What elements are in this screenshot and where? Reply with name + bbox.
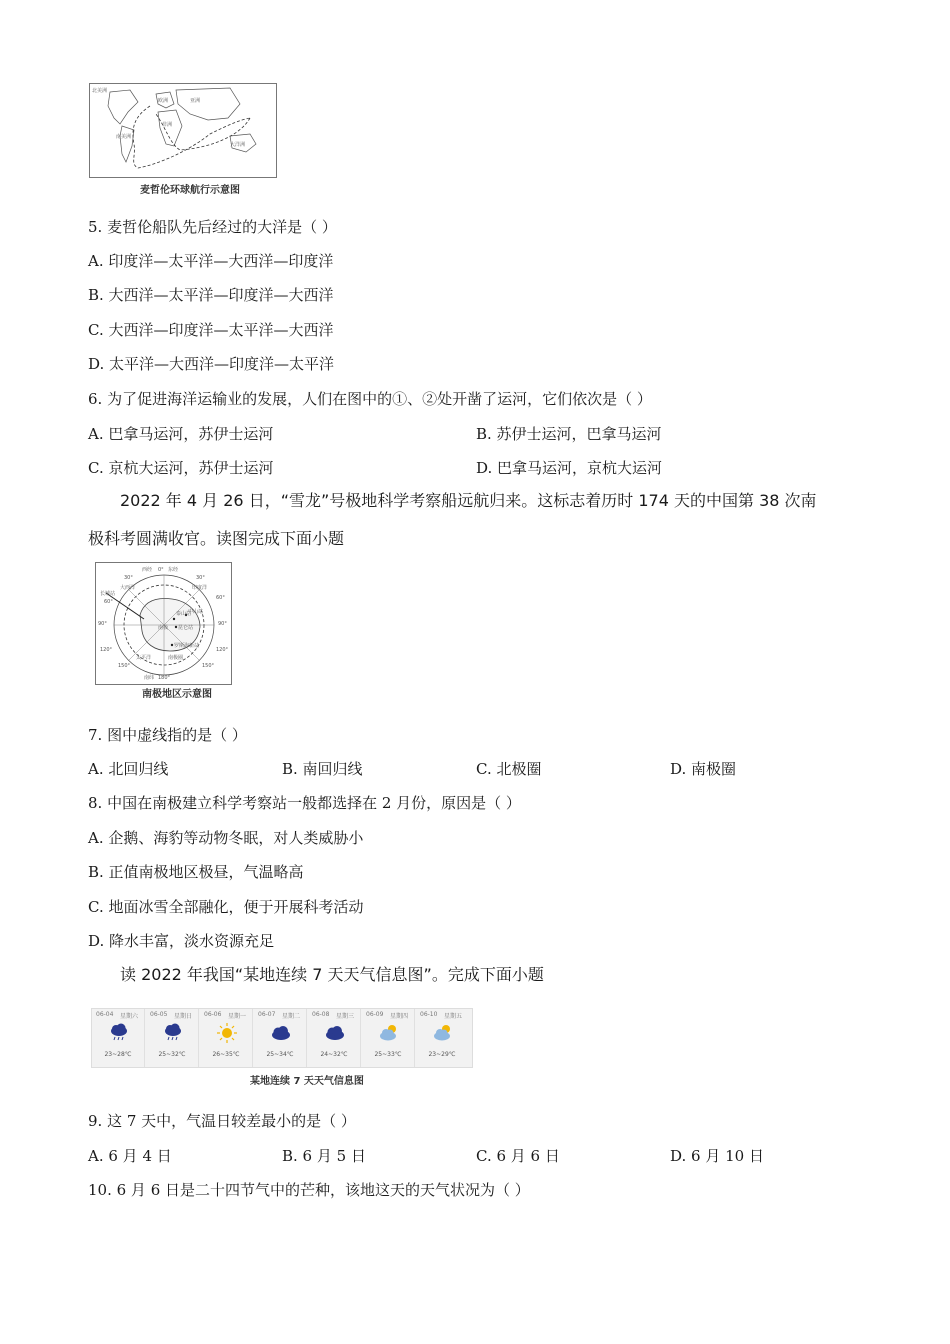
svg-text:南极圈: 南极圈 bbox=[168, 655, 184, 661]
svg-text:长城站: 长城站 bbox=[100, 591, 116, 597]
svg-text:大西洋: 大西洋 bbox=[120, 585, 136, 591]
svg-text:90°: 90° bbox=[98, 621, 107, 627]
svg-text:30°: 30° bbox=[196, 575, 205, 581]
q6-option-b[interactable]: B. 苏伊士运河，巴拿马运河 bbox=[476, 425, 662, 443]
weather-day-date: 06-04 bbox=[96, 1011, 114, 1018]
weather-day-cell bbox=[254, 1009, 307, 1067]
weather-day-temp: 24~32℃ bbox=[320, 1051, 348, 1058]
q6-option-c[interactable]: C. 京杭大运河，苏伊士运河 bbox=[88, 459, 274, 477]
svg-text:南极: 南极 bbox=[158, 625, 169, 631]
magellan-map-svg bbox=[90, 84, 276, 177]
q9-option-c[interactable]: C. 6 月 6 日 bbox=[476, 1147, 560, 1165]
weather-day-cell bbox=[200, 1009, 253, 1067]
svg-text:大洋洲: 大洋洲 bbox=[230, 142, 246, 148]
svg-text:南美洲: 南美洲 bbox=[116, 134, 132, 140]
q8-option-d[interactable]: D. 降水丰富，淡水资源充足 bbox=[88, 932, 275, 950]
q9-option-d[interactable]: D. 6 月 10 日 bbox=[670, 1147, 764, 1165]
weather-day-date: 06-10 bbox=[420, 1011, 438, 1018]
q9-option-a[interactable]: A. 6 月 4 日 bbox=[88, 1147, 172, 1165]
q9-stem: 9. 这 7 天中，气温日较差最小的是（ ） bbox=[88, 1112, 356, 1130]
magellan-map-caption: 麦哲伦环球航行示意图 bbox=[140, 185, 240, 196]
q8-option-a[interactable]: A. 企鹅、海豹等动物冬眠，对人类威胁小 bbox=[88, 829, 364, 847]
weather-day-cell bbox=[416, 1009, 468, 1067]
q8-stem: 8. 中国在南极建立科学考察站一般都选择在 2 月份，原因是（ ） bbox=[88, 794, 521, 812]
intro-antarctic-line1: 2022 年 4 月 26 日，“雪龙”号极地科学考察船远航归来。这标志着历时 174 天的中国第 38 次南 bbox=[120, 491, 817, 510]
rain-cloud-icon bbox=[108, 1022, 130, 1044]
cloud-icon bbox=[270, 1022, 292, 1044]
svg-text:泰山站: 泰山站 bbox=[176, 611, 192, 617]
svg-text:60°: 60° bbox=[216, 595, 225, 601]
weather-day-week: 星期三 bbox=[336, 1013, 355, 1020]
weather-day-cell bbox=[362, 1009, 415, 1067]
weather-day-cell bbox=[92, 1009, 145, 1067]
q8-option-b[interactable]: B. 正值南极地区极昼，气温略高 bbox=[88, 863, 304, 881]
weather-day-week: 星期一 bbox=[228, 1013, 247, 1020]
q9-option-b[interactable]: B. 6 月 5 日 bbox=[282, 1147, 366, 1165]
q6-option-d[interactable]: D. 巴拿马运河，京杭大运河 bbox=[476, 459, 663, 477]
svg-text:180°: 180° bbox=[158, 675, 171, 681]
weather-day-temp: 25~32℃ bbox=[158, 1051, 186, 1058]
weather-day-date: 06-06 bbox=[204, 1011, 222, 1018]
weather-strip-caption: 某地连续 7 天天气信息图 bbox=[250, 1076, 364, 1087]
intro-antarctic-line2: 极科考圆满收官。读图完成下面小题 bbox=[88, 529, 345, 548]
antarctic-map-caption: 南极地区示意图 bbox=[142, 689, 212, 700]
weather-day-temp: 25~34℃ bbox=[266, 1051, 294, 1058]
q5-stem: 5. 麦哲伦船队先后经过的大洋是（ ） bbox=[88, 218, 337, 236]
weather-day-temp: 25~33℃ bbox=[374, 1051, 402, 1058]
svg-text:30°: 30° bbox=[124, 575, 133, 581]
svg-text:南纬: 南纬 bbox=[144, 675, 155, 681]
svg-text:90°: 90° bbox=[218, 621, 227, 627]
svg-text:60°: 60° bbox=[104, 599, 113, 605]
partly-cloudy-icon bbox=[378, 1022, 400, 1044]
rain-cloud-icon bbox=[162, 1022, 184, 1044]
q7-option-a[interactable]: A. 北回归线 bbox=[88, 760, 169, 778]
q6-option-a[interactable]: A. 巴拿马运河，苏伊士运河 bbox=[88, 425, 274, 443]
sun-icon bbox=[216, 1022, 238, 1044]
q7-option-d[interactable]: D. 南极圈 bbox=[670, 760, 737, 778]
weather-day-week: 星期六 bbox=[120, 1013, 139, 1020]
svg-text:太平洋: 太平洋 bbox=[136, 655, 152, 661]
weather-day-date: 06-05 bbox=[150, 1011, 168, 1018]
cloud-icon bbox=[324, 1022, 346, 1044]
magellan-map-figure bbox=[89, 83, 277, 178]
svg-text:150°: 150° bbox=[202, 663, 215, 669]
intro-weather: 读 2022 年我国“某地连续 7 天天气信息图”。完成下面小题 bbox=[120, 965, 544, 984]
weather-day-cell bbox=[146, 1009, 199, 1067]
q7-option-b[interactable]: B. 南回归线 bbox=[282, 760, 363, 778]
weather-day-temp: 23~29℃ bbox=[428, 1051, 456, 1058]
svg-text:150°: 150° bbox=[118, 663, 131, 669]
weather-day-week: 星期四 bbox=[390, 1013, 409, 1020]
antarctic-map-figure bbox=[95, 562, 232, 685]
svg-text:昆仑站: 昆仑站 bbox=[178, 625, 194, 631]
svg-text:北美洲: 北美洲 bbox=[92, 88, 108, 94]
weather-strip-figure bbox=[91, 1008, 473, 1068]
svg-text:120°: 120° bbox=[216, 647, 229, 653]
svg-text:亚洲: 亚洲 bbox=[190, 98, 201, 104]
svg-text:印度洋: 印度洋 bbox=[192, 585, 208, 591]
q8-option-c[interactable]: C. 地面冰雪全部融化，便于开展科考活动 bbox=[88, 898, 364, 916]
svg-text:欧洲: 欧洲 bbox=[158, 98, 169, 104]
weather-day-week: 星期二 bbox=[282, 1013, 301, 1020]
q6-stem: 6. 为了促进海洋运输业的发展，人们在图中的①、②处开凿了运河，它们依次是（ ） bbox=[88, 390, 652, 408]
q7-stem: 7. 图中虚线指的是（ ） bbox=[88, 726, 247, 744]
svg-text:120°: 120° bbox=[100, 647, 113, 653]
partly-cloudy-icon bbox=[432, 1022, 454, 1044]
q5-option-a[interactable]: A. 印度洋—太平洋—大西洋—印度洋 bbox=[88, 252, 334, 270]
svg-text:中山站: 中山站 bbox=[188, 609, 204, 615]
q7-option-c[interactable]: C. 北极圈 bbox=[476, 760, 542, 778]
weather-day-date: 06-08 bbox=[312, 1011, 330, 1018]
q5-option-b[interactable]: B. 大西洋—太平洋—印度洋—大西洋 bbox=[88, 286, 334, 304]
svg-text:0°: 0° bbox=[158, 567, 164, 573]
svg-text:非洲: 非洲 bbox=[162, 122, 173, 128]
svg-text:东经: 东经 bbox=[168, 567, 179, 573]
weather-day-date: 06-07 bbox=[258, 1011, 276, 1018]
svg-text:罗斯海新站: 罗斯海新站 bbox=[174, 643, 200, 649]
weather-day-cell bbox=[308, 1009, 361, 1067]
q10-stem: 10. 6 月 6 日是二十四节气中的芒种，该地这天的天气状况为（ ） bbox=[88, 1181, 530, 1199]
weather-day-week: 星期五 bbox=[444, 1013, 463, 1020]
weather-day-temp: 26~35℃ bbox=[212, 1051, 240, 1058]
weather-day-date: 06-09 bbox=[366, 1011, 384, 1018]
antarctic-map-svg bbox=[96, 563, 231, 684]
q5-option-c[interactable]: C. 大西洋—印度洋—太平洋—大西洋 bbox=[88, 321, 334, 339]
svg-text:西经: 西经 bbox=[142, 567, 153, 573]
weather-day-temp: 23~28℃ bbox=[104, 1051, 132, 1058]
q5-option-d[interactable]: D. 太平洋—大西洋—印度洋—太平洋 bbox=[88, 355, 335, 373]
weather-day-week: 星期日 bbox=[174, 1013, 193, 1020]
